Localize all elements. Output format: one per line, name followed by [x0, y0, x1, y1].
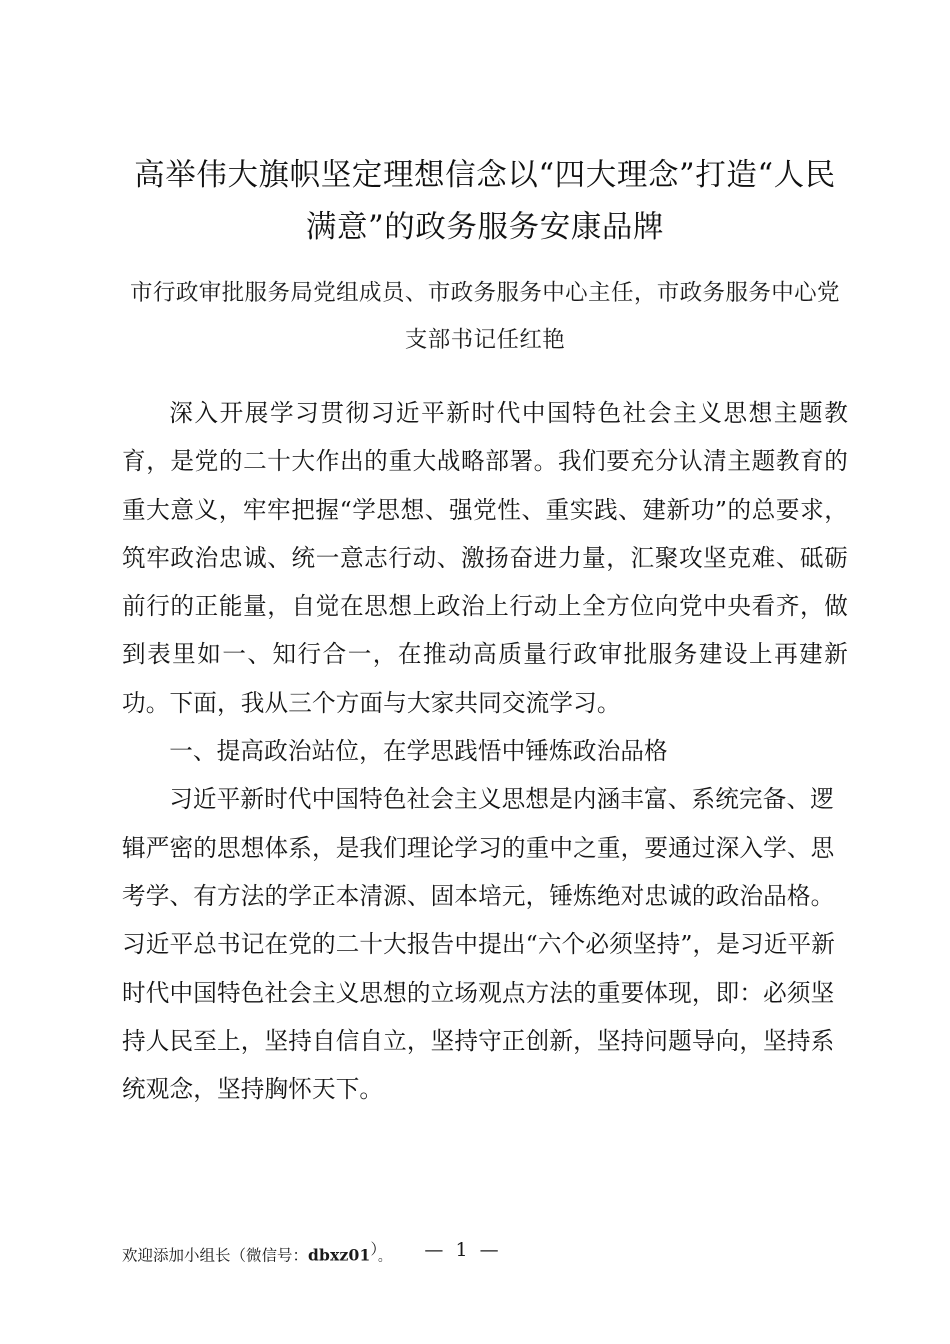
document-body — [122, 0, 848, 1113]
page-number: — 1 — — [424, 1239, 502, 1261]
footer-note-prefix: 欢迎添加小组长（微信号： — [122, 1246, 309, 1265]
document-byline: 市行政审批服务局党组成员、市政务服务中心主任，市政务服务中心党支部书记任红艳 — [130, 280, 840, 353]
footer-note-paren: ） — [370, 1240, 379, 1258]
document-title: 高举伟大旗帜坚定理想信念以“四大理念”打造“人民满意”的政务服务安康品牌 — [134, 158, 836, 245]
footer-note-suffix: 。 — [378, 1249, 392, 1265]
body-paragraph: 深入开展学习贯彻习近平新时代中国特色社会主义思想主题教育，是党的二十大作出的重大战略部署。我们要充分认清主题教育的重大意义，牢牢把握“学思想、强党性、重实践、建新功”的总要求，筑牢政治忠诚、统一意志行动、激扬奋进力量，汇聚攻坚克难、砥砺前行的正能量，自觉在思想上政治上行动上全方位向党中央看齐，做到表里如一、知行合一，在推动高质量行政审批服务建设上再建新功。下面，我从三个方面与大家共同交流学习。 — [122, 399, 848, 717]
footer-wechat-id: dbxz01 — [308, 1245, 371, 1265]
page-footer — [0, 1236, 950, 1276]
section-heading-one: 一、提高政治站位，在学思践悟中锤炼政治品格 — [169, 737, 668, 766]
document-paragraphs — [122, 364, 848, 1113]
body-paragraph: 习近平新时代中国特色社会主义思想是内涵丰富、系统完备、逻辑严密的思想体系，是我们理论学习的重中之重，要通过深入学、思考学、有方法的学正本清源、固本培元，锤炼绝对忠诚的政治品格。习近平总书记在党的二十大报告中提出“六个必须坚持”，是习近平新时代中国特色社会主义思想的立场观点方法的重要体现，即：必须坚持人民至上，坚持自信自立，坚持守正创新，坚持问题导向，坚持系统观念，坚持胸怀天下。 — [122, 785, 835, 1104]
